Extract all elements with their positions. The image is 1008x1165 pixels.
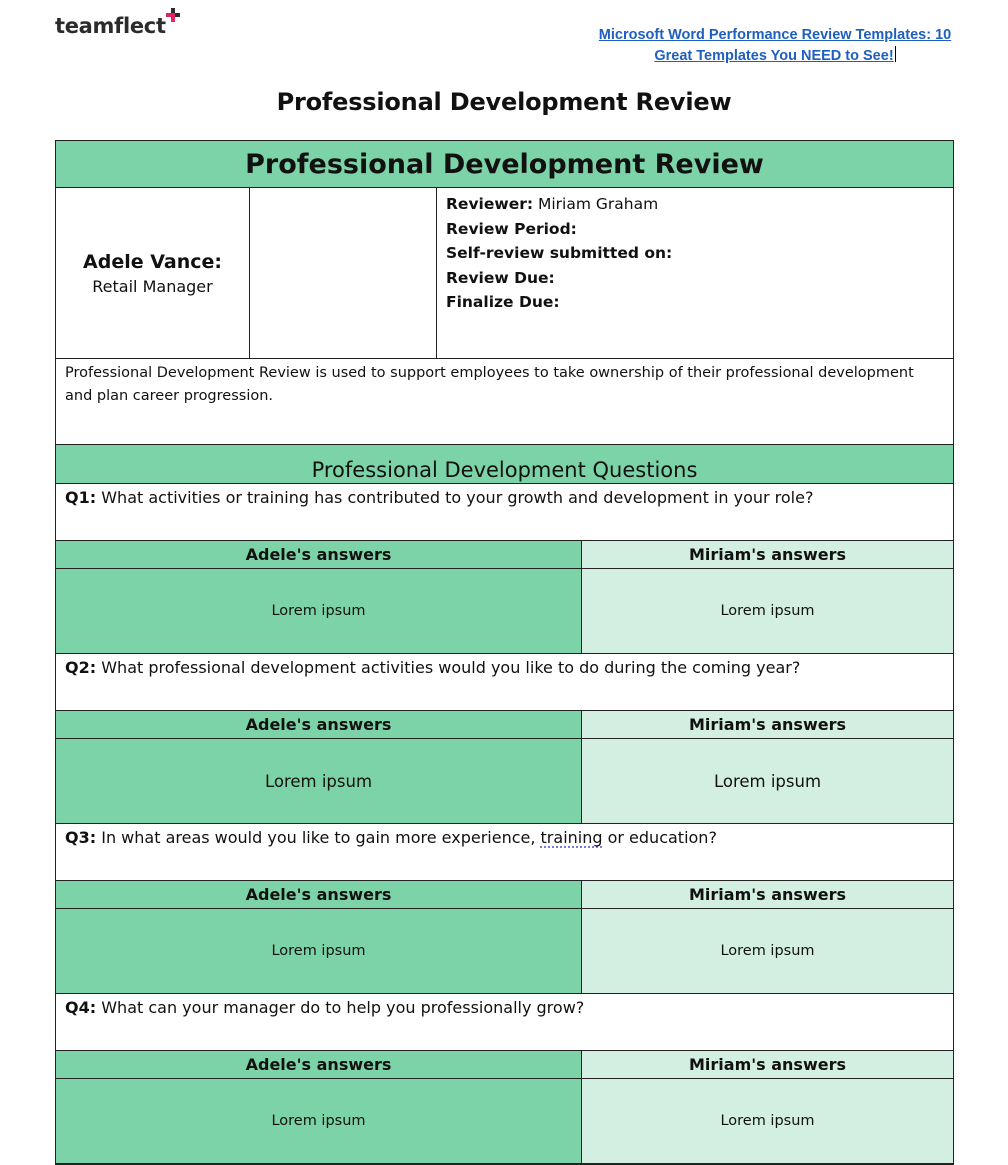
employee-answer-cell[interactable]: Lorem ipsum (56, 1079, 582, 1163)
reviewer-answers-header: Miriam's answers (582, 711, 953, 738)
detail-reviewer: Reviewer: Miriam Graham (446, 195, 659, 213)
answer-header-row (56, 881, 953, 909)
document-title: Professional Development Review (276, 88, 732, 116)
section-title: Professional Development Questions (56, 445, 953, 484)
detail-self-review-submitted: Self-review submitted on: (446, 244, 673, 262)
spellcheck-flagged-word[interactable]: training (540, 828, 603, 847)
logo-text: teamflect (55, 14, 166, 38)
text-cursor (895, 46, 896, 62)
employee-answer-cell[interactable]: Lorem ipsum (56, 569, 582, 653)
answer-row (56, 909, 953, 994)
employee-answer-cell[interactable]: Lorem ipsum (56, 739, 582, 823)
teamflect-logo (55, 14, 166, 38)
employee-name: Adele Vance: (83, 250, 222, 273)
answer-row (56, 569, 953, 654)
reviewer-answers-header: Miriam's answers (582, 881, 953, 908)
question-3[interactable]: Q3: In what areas would you like to gain more experience, training or education? (56, 824, 953, 881)
reviewer-answer-cell[interactable]: Lorem ipsum (582, 739, 953, 823)
employee-answers-header: Adele's answers (56, 1051, 582, 1078)
question-1[interactable]: Q1: What activities or training has contributed to your growth and development in your role? (56, 484, 953, 541)
reviewer-answer-cell[interactable]: Lorem ipsum (582, 909, 953, 993)
description-cell[interactable]: Professional Development Review is used to support employees to take ownership of their professional development and plan career progression. (56, 359, 953, 445)
employee-answers-header: Adele's answers (56, 881, 582, 908)
answer-header-row (56, 1051, 953, 1079)
answer-header-row (56, 541, 953, 569)
question-4[interactable]: Q4: What can your manager do to help you professionally grow? (56, 994, 953, 1051)
answer-row (56, 1079, 953, 1164)
article-link[interactable] (592, 25, 958, 67)
article-link-line1[interactable]: Microsoft Word Performance Review Templates: 10 (598, 27, 952, 43)
employee-info-row (56, 188, 953, 359)
reviewer-answers-header: Miriam's answers (582, 1051, 953, 1078)
form-header: Professional Development Review (56, 141, 953, 188)
reviewer-answer-cell[interactable]: Lorem ipsum (582, 1079, 953, 1163)
empty-cell[interactable] (250, 188, 437, 358)
detail-review-due: Review Due: (446, 268, 555, 287)
article-link-line2[interactable]: Great Templates You NEED to See! (654, 48, 894, 64)
answer-header-row (56, 711, 953, 739)
plus-icon (166, 8, 180, 22)
reviewer-answer-cell[interactable]: Lorem ipsum (582, 569, 953, 653)
detail-finalize-due: Finalize Due: (446, 293, 560, 311)
employee-cell[interactable] (56, 188, 250, 358)
detail-review-period: Review Period: (446, 219, 577, 238)
employee-role: Retail Manager (92, 276, 213, 296)
review-details-cell[interactable] (437, 188, 953, 358)
reviewer-answers-header: Miriam's answers (582, 541, 953, 568)
question-2[interactable]: Q2: What professional development activities would you like to do during the coming year? (56, 654, 953, 711)
answer-row (56, 739, 953, 824)
employee-answers-header: Adele's answers (56, 711, 582, 738)
employee-answer-cell[interactable]: Lorem ipsum (56, 909, 582, 993)
employee-answers-header: Adele's answers (56, 541, 582, 568)
review-form-table (55, 140, 954, 1165)
